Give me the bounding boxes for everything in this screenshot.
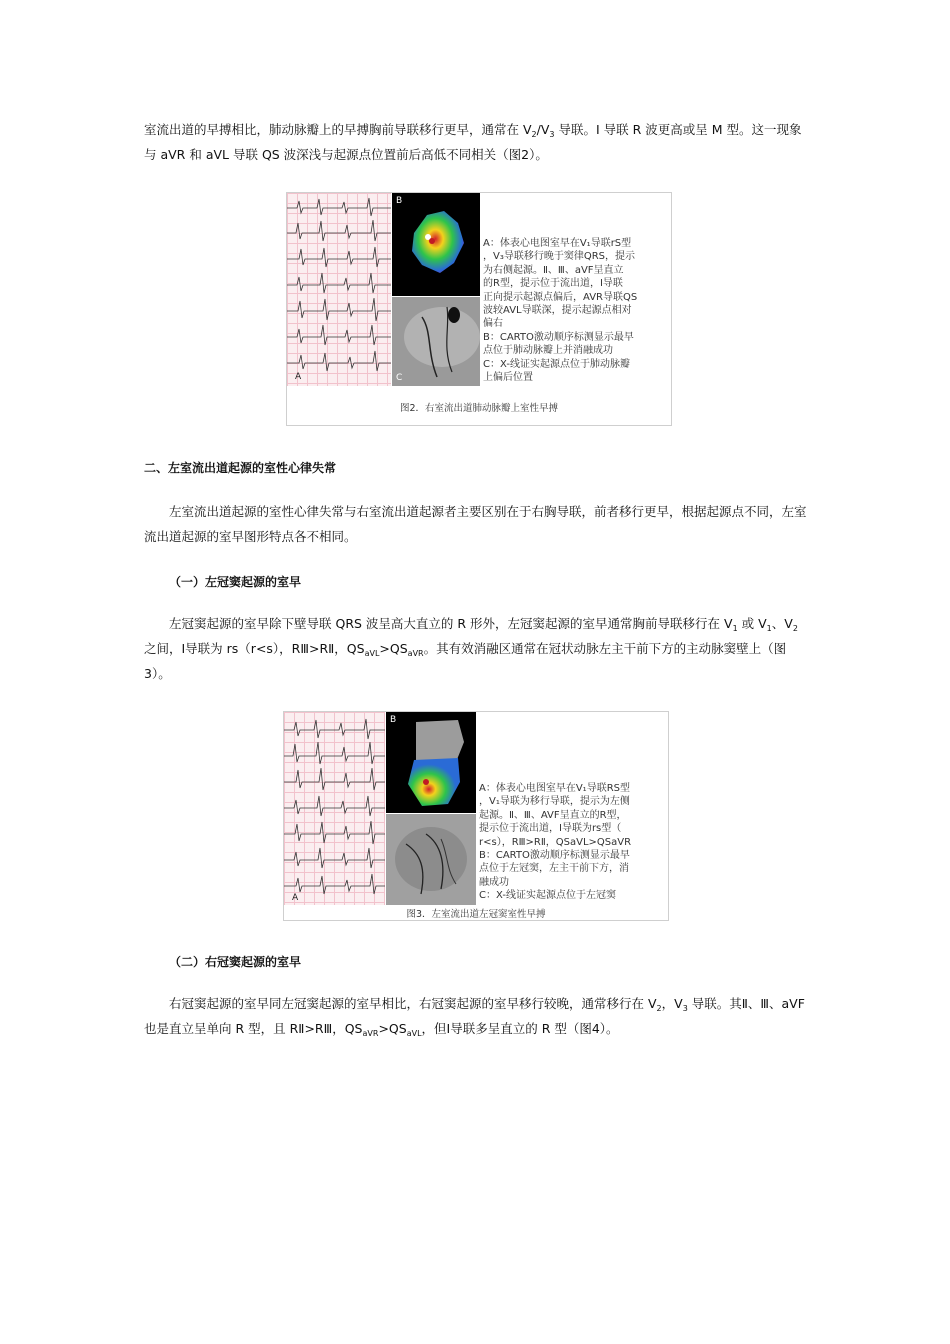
p1-text: /V [536,122,550,137]
p1-text: 导联。I 导联 R 波更高或呈 M 型。这一现象 [554,122,802,137]
paragraph-3 [144,611,808,686]
p4-text: 也是直立呈单向 R 型，且 RⅡ>RⅢ，QS [144,1021,363,1036]
p4-text: >QS [378,1021,407,1036]
section-heading: 二、左室流出道起源的室性心律失常 [144,461,337,475]
subscript: 3 [549,130,555,139]
figure-3-description: A：体表心电图室早在V₁导联RS型 ，V₁导联为移行导联，提示为左侧 起源。Ⅱ、Ⅲ、AVF呈直立的R型， 提示位于流出道，Ⅰ导联为rs型（ r<s），RⅢ>RⅡ，QSaVL>QSaVR B：CARTO激动顺序标测显示最早 点位于左冠窦，左主干前下方，消 融成功 C：X-线证实起源点位于左冠窦 [479,783,632,902]
subscript: 2 [531,130,537,139]
ecg-traces [284,712,385,905]
xray-image [392,297,480,386]
p3-text: 或 V [737,616,767,631]
paragraph-2: 左室流出道起源的室性心律失常与右室流出道起源者主要区别在于右胸导联，前者移行更早，根据起源点不同，左室流出道起源的室早图形特点各不相同。 [144,504,807,544]
p1-text: 与 aVR 和 aVL 导联 QS 波深浅与起源点位置前后高低不同相关（图2）。 [144,147,548,162]
subscript: 3 [682,1004,688,1013]
panel-label-a: A [292,893,299,903]
subscript: aVR [407,649,424,658]
p3-text: 。其有效消融区通常在冠状动脉左主干前下方的主动脉窦壁上（图 [423,641,787,656]
panel-label-b: B [390,715,397,725]
p4-text: ，但Ⅰ导联多呈直立的 R 型（图4）。 [421,1021,619,1036]
paragraph-4 [144,991,808,1041]
ecg-panel [284,712,385,905]
figure-3-caption: 图3．左室流出道左冠窦室性早搏 [406,909,546,920]
subscript: 2 [792,624,798,633]
figure-2-description: A：体表心电图室早在V₁导联rS型 ，V₃导联移行晚于窦律QRS，提示 为右侧起源。Ⅱ、Ⅲ、aVF呈直立 的R型，提示位于流出道，Ⅰ导联 正向提示起源点偏后，AVR导联QS 波较AVL导联深，提示起源点相对 偏右 B：CARTO激动顺序标测显示最早 点位于肺动脉瓣上并消融成功 C：X-线证实起源点位于肺动脉瓣 上偏后位置 [483,238,638,384]
xray-panel [392,297,480,386]
p3-text: 左冠窦起源的室早除下壁导联 QRS 波呈高大直立的 R 形外，左冠窦起源的室早通常胸前导联移行在 V [169,616,733,631]
ecg-panel [287,193,391,386]
subscript: 1 [766,624,772,633]
panel-label-b: B [396,196,403,206]
carto-map [392,193,480,296]
subscript: aVL [406,1029,422,1038]
xray-panel [386,814,476,905]
figure-2-caption: 图2．右室流出道肺动脉瓣上室性早搏 [399,403,559,414]
subscript: aVR [362,1029,379,1038]
figure-3 [283,711,669,921]
p3-text: 、V [771,616,793,631]
p4-text: 右冠窦起源的室早同左冠窦起源的室早相比，右冠窦起源的室早移行较晚，通常移行在 V [169,996,657,1011]
p4-text: 导联。其Ⅱ、Ⅲ、aVF [687,996,805,1011]
carto-map-panel [386,712,476,813]
subscript: 2 [656,1004,662,1013]
p1-text: 室流出道的早搏相比，肺动脉瓣上的早搏胸前导联移行更早，通常在 V [144,122,532,137]
subscript: aVL [364,649,380,658]
subsection-heading-2: （二）右冠窦起源的室早 [169,955,302,969]
p3-text: 3）。 [144,666,171,681]
subsection-heading-1: （一）左冠窦起源的室早 [169,575,302,589]
panel-label-a: A [295,372,302,382]
ecg-traces [287,193,391,386]
figure-2 [286,192,672,426]
panel-label-c: C [396,373,403,383]
paragraph-1 [144,117,808,167]
subscript: 1 [732,624,738,633]
xray-image [386,814,476,905]
carto-map-panel [392,193,480,296]
p3-text: >QS [379,641,408,656]
p3-text: 之间，Ⅰ导联为 rs（r<s），RⅢ>RⅡ，QS [144,641,365,656]
p4-text: ，V [661,996,683,1011]
carto-map [386,712,476,813]
